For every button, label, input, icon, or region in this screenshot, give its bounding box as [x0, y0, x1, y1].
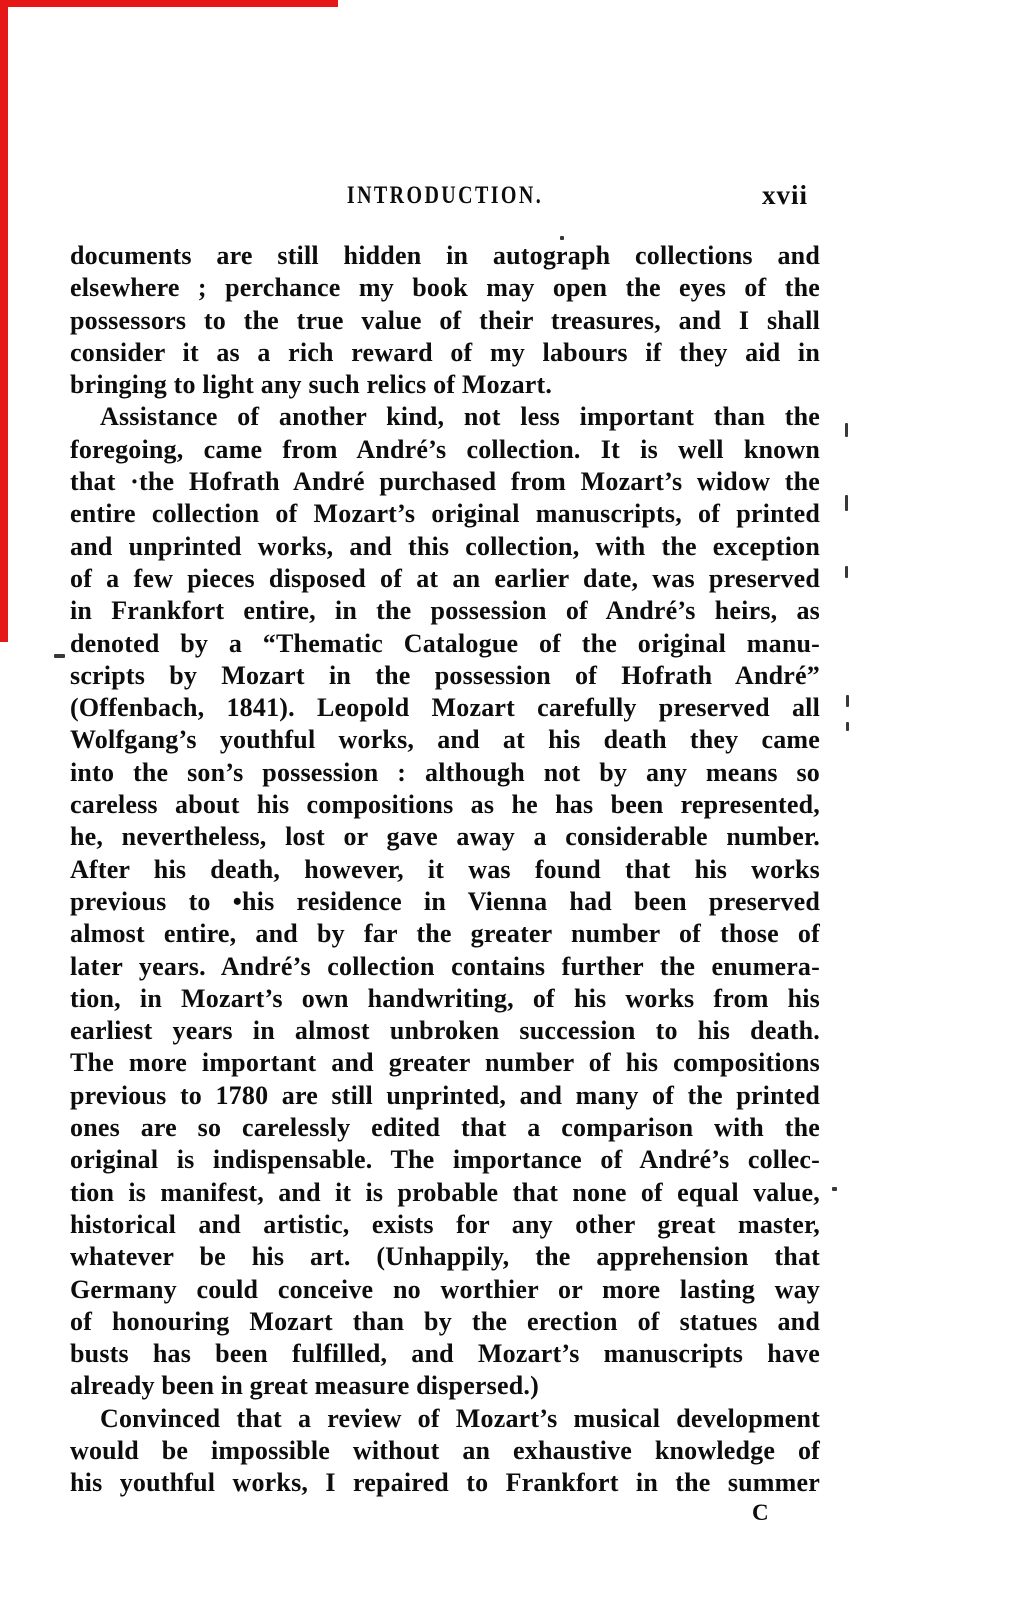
body-text-block: [70, 240, 820, 1500]
text-line: foregoing, came from André’s collection. It is well known: [70, 434, 820, 464]
scan-red-line: [0, 0, 338, 7]
text-line: elsewhere ; perchance my book may open the eyes of the: [70, 273, 820, 303]
text-line: bringing to light any such relics of Mozart.: [70, 370, 553, 400]
text-line: later years. André’s collection contains further the enumera-: [70, 951, 820, 981]
text-line: possessors to the true value of their treasures, and I shall: [70, 305, 820, 335]
scan-speck: [832, 1187, 837, 1191]
text-line: documents are still hidden in autograph collections and: [70, 241, 820, 270]
text-line: careless about his compositions as he has been represented,: [70, 790, 820, 820]
text-line: tion, in Mozart’s own handwriting, of his works from his: [70, 983, 820, 1013]
text-line: already been in great measure dispersed.): [70, 1371, 539, 1401]
signature-mark: C: [752, 1500, 769, 1525]
text-line: Germany could conceive no worthier or more lasting way: [70, 1274, 820, 1304]
text-line: historical and artistic, exists for any other great master,: [70, 1209, 820, 1239]
text-line: (Offenbach, 1841). Leopold Mozart carefully preserved all: [70, 693, 820, 723]
text-line: original is indispensable. The importance of André’s collec-: [70, 1145, 820, 1175]
text-line: he, nevertheless, lost or gave away a considerable number.: [70, 822, 820, 852]
text-line: and unprinted works, and this collection, with the exception: [70, 531, 820, 561]
page-number: xvii: [761, 180, 808, 210]
text-line: denoted by a “Thematic Catalogue of the original manu-: [70, 628, 820, 658]
scan-speck: [846, 722, 849, 731]
running-header: [70, 182, 820, 218]
text-line: Convinced that a review of Mozart’s musical development: [100, 1403, 820, 1433]
text-line: Wolfgang’s youthful works, and at his death they came: [70, 725, 820, 755]
text-line: Assistance of another kind, not less important than the: [100, 402, 820, 432]
text-line: consider it as a rich reward of my labours if they aid in: [70, 337, 820, 367]
scan-speck: [845, 495, 848, 511]
text-line: previous to 1780 are still unprinted, and many of the printed: [70, 1080, 820, 1110]
scan-speck: [846, 695, 849, 707]
scan-speck: [54, 654, 65, 658]
text-line: entire collection of Mozart’s original manuscripts, of printed: [70, 499, 820, 529]
scan-speck: [845, 566, 848, 578]
text-line: ones are so carelessly edited that a comparison with the: [70, 1113, 820, 1143]
text-line: almost entire, and by far the greater number of those of: [70, 919, 820, 949]
scan-speck: [845, 423, 848, 437]
text-line: into the son’s possession : although not by any means so: [70, 757, 820, 787]
text-line: scripts by Mozart in the possession of Hofrath André”: [70, 660, 820, 690]
text-line: earliest years in almost unbroken succession to his death.: [70, 1016, 820, 1046]
text-line: in Frankfort entire, in the possession of André’s heirs, as: [70, 596, 820, 626]
text-line: The more important and greater number of his compositions: [70, 1048, 820, 1078]
scan-speck: [560, 236, 564, 240]
text-line: whatever be his art. (Unhappily, the apprehension that: [70, 1242, 820, 1272]
text-line: his youthful works, I repaired to Frankfort in the summer: [70, 1468, 820, 1498]
text-line: would be impossible without an exhaustive knowledge of: [70, 1435, 820, 1465]
text-line: busts has been fulfilled, and Mozart’s manuscripts have: [70, 1339, 820, 1369]
text-line: that ·the Hofrath André purchased from Mozart’s widow the: [70, 467, 820, 497]
text-line: of honouring Mozart than by the erection of statues and: [70, 1306, 820, 1336]
section-title: INTRODUCTION.: [346, 182, 544, 209]
scan-red-line: [0, 0, 8, 642]
text-line: After his death, however, it was found that his works: [70, 854, 820, 884]
text-line: previous to •his residence in Vienna had been preserved: [70, 886, 820, 916]
text-line: tion is manifest, and it is probable that none of equal value,: [70, 1177, 820, 1207]
text-line: of a few pieces disposed of at an earlier date, was preserved: [70, 563, 820, 593]
